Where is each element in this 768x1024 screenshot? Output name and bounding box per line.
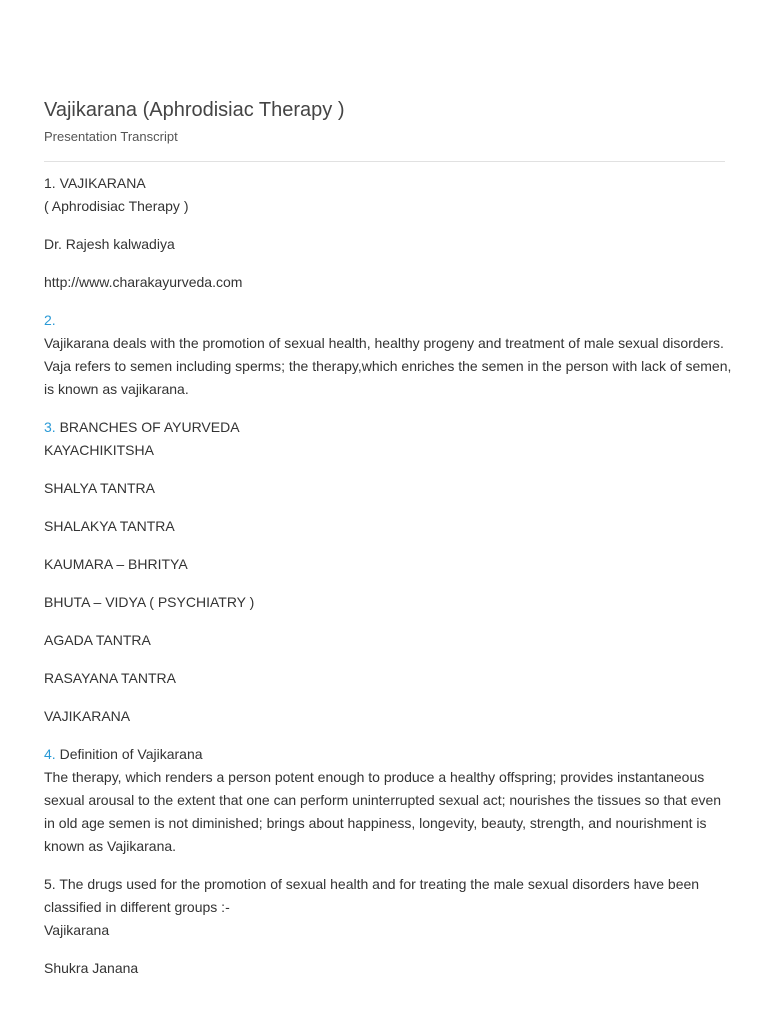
list-item: KAUMARA – BHRITYA bbox=[44, 556, 188, 572]
list-item: BHUTA – VIDYA ( PSYCHIATRY ) bbox=[44, 594, 255, 610]
slide-1-url: http://www.charakayurveda.com bbox=[44, 274, 243, 290]
slide-2-text: Vajikarana deals with the promotion of sexual health, healthy progeny and treatment of male sexual disorders. Vaja refers to semen including sperms; the therapy,which enriches the semen in the person with lack of semen, is known as vajikarana. bbox=[44, 335, 732, 397]
list-item: SHALAKYA TANTRA bbox=[44, 518, 175, 534]
list-item: RASAYANA TANTRA bbox=[44, 670, 176, 686]
slide-1 bbox=[44, 172, 734, 294]
slide-2-number-link[interactable]: 2. bbox=[44, 312, 56, 328]
list-item: KAYACHIKITSHA bbox=[44, 442, 154, 458]
slide-4 bbox=[44, 743, 734, 858]
slide-1-author: Dr. Rajesh kalwadiya bbox=[44, 236, 175, 252]
slide-1-number: 1. bbox=[44, 175, 56, 191]
slide-4-text: The therapy, which renders a person potent enough to produce a healthy offspring; provides instantaneous sexual arousal to the extent that one can perform uninterrupted sexual act; nourishes the tissues so that even in old age semen is not diminished; brings about happiness, longevity, beauty, strength, and nourishment is known as Vajikarana. bbox=[44, 769, 722, 854]
slide-5-heading: The drugs used for the promotion of sexual health and for treating the male sexual disorders have been classified in different groups :- bbox=[44, 876, 700, 915]
slide-5-number: 5. bbox=[44, 876, 56, 892]
slide-4-number-link[interactable]: 4. bbox=[44, 746, 56, 762]
slide-5-heading-line bbox=[44, 873, 734, 919]
slide-3 bbox=[44, 416, 734, 728]
page-subtitle: Presentation Transcript bbox=[44, 129, 178, 144]
list-item: AGADA TANTRA bbox=[44, 632, 151, 648]
list-item: Shukra Janana bbox=[44, 960, 139, 976]
transcript-content bbox=[44, 172, 734, 980]
list-item: SHALYA TANTRA bbox=[44, 480, 155, 496]
slide-3-heading: BRANCHES OF AYURVEDA bbox=[59, 419, 240, 435]
slide-4-heading: Definition of Vajikarana bbox=[59, 746, 203, 762]
slide-1-subtitle: ( Aphrodisiac Therapy ) bbox=[44, 198, 189, 214]
slide-2 bbox=[44, 309, 734, 401]
header-divider bbox=[44, 161, 725, 162]
page-title: Vajikarana (Aphrodisiac Therapy ) bbox=[44, 99, 345, 121]
list-item: VAJIKARANA bbox=[44, 708, 131, 724]
slide-4-heading-line bbox=[44, 743, 734, 766]
list-item: Vajikarana bbox=[44, 922, 110, 938]
slide-1-heading: VAJIKARANA bbox=[59, 175, 146, 191]
slide-3-heading-line bbox=[44, 416, 734, 439]
slide-1-heading-line bbox=[44, 172, 734, 195]
slide-3-number-link[interactable]: 3. bbox=[44, 419, 56, 435]
slide-5 bbox=[44, 873, 734, 980]
